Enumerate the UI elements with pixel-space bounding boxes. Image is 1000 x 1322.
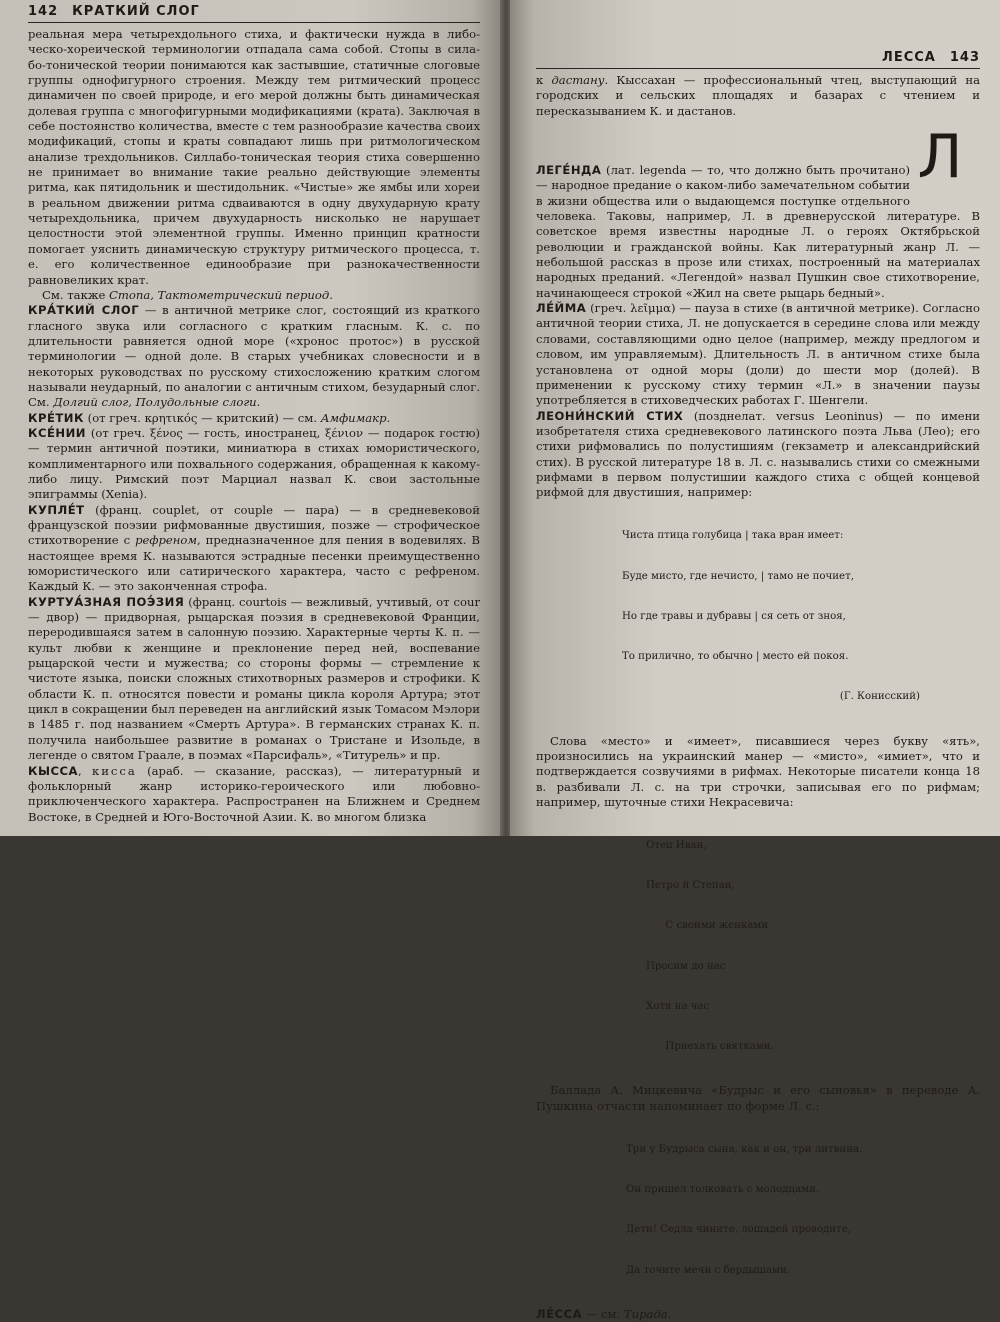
entry-kyssa-word: кисса [91,763,137,778]
entry-leyma [536,301,980,408]
verse-line: Приехать святками. [646,1041,774,1053]
see-also-label: См. также [42,287,106,302]
verse-konissky [536,503,980,731]
verse-line: Петро й Степан, [646,880,735,892]
see-also-note [28,288,480,303]
verse-line: Отец Иван, [646,840,707,852]
entry-kuplet-ref: рефреном [135,533,197,548]
entry-kretik-text: (от греч. κρητικός — критский) — см. [87,410,318,425]
headword-legenda: ЛЕГЕ́НДА [536,163,602,178]
headword-kretik: КРЕ́ТИК [28,410,84,425]
entry-kuplet-text-2: , предназначенное для пения в водевилях. В настоящее время К. называются эстрадные песенки преимущественно юмористического или сатирического характера, часто с рефреном. Каждый К. — это законченная строфа. [28,533,480,594]
see-also-refs: Стопа, Тактометрический период. [109,287,333,302]
entry-kratkiy-text: — в античной метрике слог, состоящий из краткого гласного звука или согласного с кратким гласным. К. с. по длительности равняется одной море («хронос протос») в русской терминологии — одной доле. В старых учебниках словесности и в некоторых руководствах по русскому стихосложению кратким слогом называли неударный, по аналогии с античным стихом, безударный слог. См. [28,303,480,410]
paragraph-ballada: Баллада А. Мицкевича «Будрыс и его сыновья» в переводе А. Пушкина отчасти напоминает по форме Л. с.: [536,1083,980,1113]
entry-kretik-ref: Амфимакр. [320,410,391,425]
right-running-title: ЛЕССА [882,50,936,65]
left-running-head [28,4,480,23]
right-page-text [536,73,980,1322]
headword-kurtuaznaya: КУРТУА́ЗНАЯ ПОЭ́ЗИЯ [28,594,185,609]
entry-kratkiy-slog [28,303,480,410]
verse-line: Три у Будрыса сына, как и он, три литвина. [626,1143,863,1155]
headword-kuplet: КУПЛЕ́Т [28,502,85,517]
left-running-title: КРАТКИЙ СЛОГ [72,4,200,19]
entry-kuplet-text: (франц. couplet, от couple — пара) — в средневековой французской поэзии рифмованные двустишия, позже — строфическое стихотворение с [28,502,480,548]
entry-kuplet [28,503,480,595]
kyssa-cont-b: . Кыссахан — профессиональный чтец, выступающий на городских и сельских площадях и базарах с чтением и пересказыванием К. и дастанов. [536,73,981,118]
verse-line: Просим до нас [646,960,726,972]
headword-lessa: ЛЕ́ССА [536,1306,583,1321]
verse-line: Он пришел толковать с молодцами. [626,1184,820,1196]
left-page [0,0,502,836]
verse-line: Дети! Седла чините, лошадей проводите, [626,1224,851,1236]
verse-line: Хотя на час [646,1000,710,1012]
verse-line: Чиста птица голубица | така вран имеет: [622,530,844,542]
right-page [510,0,1000,1321]
entry-legenda-text: (лат. legenda — то, что должно быть прочитано) — народное предание о каком-либо замечательном событии в жизни общества или о выдающемся поступке отдельного человека. Таковы, например, Л. в древнерусской литературе. В советское время известны народные Л. о героях Октябрьской революции и гражданской войны. Как литературный жанр Л. — небольшой рассказ в прозе или стихах, построенный на материалах народных преданий. «Легендой» назвал Пушкин свое стихотворение, начинающееся строкой «Жил на свете рыцарь бедный». [536,163,980,300]
paragraph-continuation: реальная мера четырехдольного стиха, и фактически нужда в либо-ческо-хореической терминологии отпадала сама собой. Стопы в сила-бо-тонической теории понимаются как застывшие, статичные слоговые группы однофигурного строения. Между тем ритмический процесс динамичен по своей природе, и его мерой должны быть динамическая долевая группа с многофигурными модификациями (крата). Заключая в себе постоянство количества, вместе с тем разнообразие качества своих модификаций, стопы и краты совпадают лишь при ритмологическом анализе трехдольников. Силлабо-тоническая теория стиха совершенно не принимает во внимание такие реально действующие элементы ритма, как пятидольник и шестидольник. «Чистые» же ямбы или хореи в реальном движении ритма сдваиваются в одну двухударную крату четырехдольника, причем двухударность нисколько не нарушает целостности этой элементной группы. Именно принцип кратности помогает уяснить динамическую структуру ритмического процесса, т. е. его количественное единообразие при разнокачественности равновеликих крат. [28,27,480,287]
verse-nekrasevich [536,812,980,1080]
entry-lessa [536,1307,980,1322]
verse-line: Но где травы и дубравы | ся сеть от зноя, [622,610,846,622]
kyssa-cont-a: к [536,73,544,87]
entry-lessa-ref: Тирада. [623,1306,672,1321]
section-letter-drop-cap: Л [917,122,963,193]
kyssa-cont-ref: дастану [551,73,605,87]
entry-lessa-text: — см. [585,1306,621,1321]
headword-kyssa: КЫССА [28,763,78,778]
verse-attribution: (Г. Конисский) [839,691,920,703]
headword-kratkiy-slog: КРА́ТКИЙ СЛОГ [28,303,140,318]
headword-leyma: ЛЕ́ЙМА [536,301,587,316]
verse-line: Буде мисто, где нечисто, | тамо не почиет, [622,570,854,582]
verse-line: Да точите мечи с бердышами. [626,1264,791,1276]
verse-pushkin [536,1116,980,1304]
entry-kretik [28,411,480,426]
left-page-number: 142 [28,4,59,19]
entry-kurtuaznaya-text: (франц. courtois — вежливый, учтивый, от cour — двор) — придворная, рыцарская поэзия в средневековой Франции, переродившаяся затем в салонную поэзию. Характерные черты К. п. — культ любви к женщине и преклонение перед ней, воспевание рыцарской чести и мужества; со стороны формы — стремление к чистоте языка, поиски сложных стихотворных размеров и строфики. К области К. п. относятся повести и романы цикла короля Артура; этот цикл в сокращении был переведен на английский язык Томасом Мэлори в 1485 г. под названием «Смерть Артура». В германских странах К. п. получила наибольшее развитие в романах о Тристане и Изольде, в легенде о святом Граале, в поэмах «Парсифаль», «Титурель» и пр. [28,594,480,763]
verse-line: То прилично, то обычно | место ей покоя. [622,651,849,663]
headword-leoninskiy: ЛЕОНИ́НСКИЙ СТИХ [536,408,684,423]
entry-kyssa: КЫССА, кисса (араб. — сказание, рассказ), — литературный и фольклорный жанр историко-героического или любовно-приключенческого характера. Распространен на Ближнем и Среднем Востоке, в Средней и Юго-Восточной Азии. К. во многом близка [28,763,481,824]
left-page-text [28,27,480,825]
right-page-number: 143 [949,50,980,65]
entry-kyssa-text: (араб. — сказание, рассказ), — литературный и фольклорный жанр историко-героического или любовно-приключенческого характера. Распространен на Ближнем и Среднем Востоке, в Средней и Юго-Восточной Азии. К. во многом близка [28,763,481,824]
entry-kurtuaznaya [28,595,480,764]
right-running-head [536,50,980,69]
entry-leoninskiy [536,409,980,501]
headword-kseniya: КСЕ́НИИ [28,425,87,440]
paragraph-slova: Слова «место» и «имеет», писавшиеся через букву «ять», произносились на украинский манер — «мисто», «имиет», что и подтверждается созвучиями в рифмах. Некоторые писатели конца 18 в. разбивали Л. с. на три строчки, записывая его по рифмам; например, шуточные стихи Некрасевича: [536,733,980,809]
entry-leoninskiy-text: (позднелат. versus Leoninus) — по имени изобретателя стиха средневекового латинского поэта Льва (Лео); его стихи рифмовались по полустишиям (гекзаметр и александрийский стих). В русской литературе 18 в. Л. с. назывались стихи со смежными рифмами в первом полустишии каждого стиха с общей концевой рифмой для двустишия, например: [536,408,981,500]
entry-kseniya [28,426,480,503]
paragraph-kyssa-continuation [536,73,980,119]
entry-leyma-text: (греч. λεῖμμα) — пауза в стихе (в античной метрике). Согласно античной теории стиха, Л. не допускается в середине слова или между словами, составляющими одно целое (например, между предлогом и словом, им управляемым). Длительность Л. в античном стихе была установлена от одной моры (доли) до шести мор (долей). В применении к русскому стиху термин «Л.» в значении паузы употребляется в стиховедческих работах Г. Шенгели. [536,301,980,408]
verse-line: С своими женками [646,920,769,932]
entry-kratkiy-refs: Долгий слог, Полудольные слоги. [53,395,261,410]
entry-kseniya-text: (от греч. ξένος — гость, иностранец, ξένιον — подарок гостю) — термин античной поэтики, миниатюра в стихах юмористического, комплиментарного или похвального содержания, обращенная к какому-либо лицу. Римский поэт Марциал назвал К. свои застольные эпиграммы (Xenia). [28,425,480,502]
